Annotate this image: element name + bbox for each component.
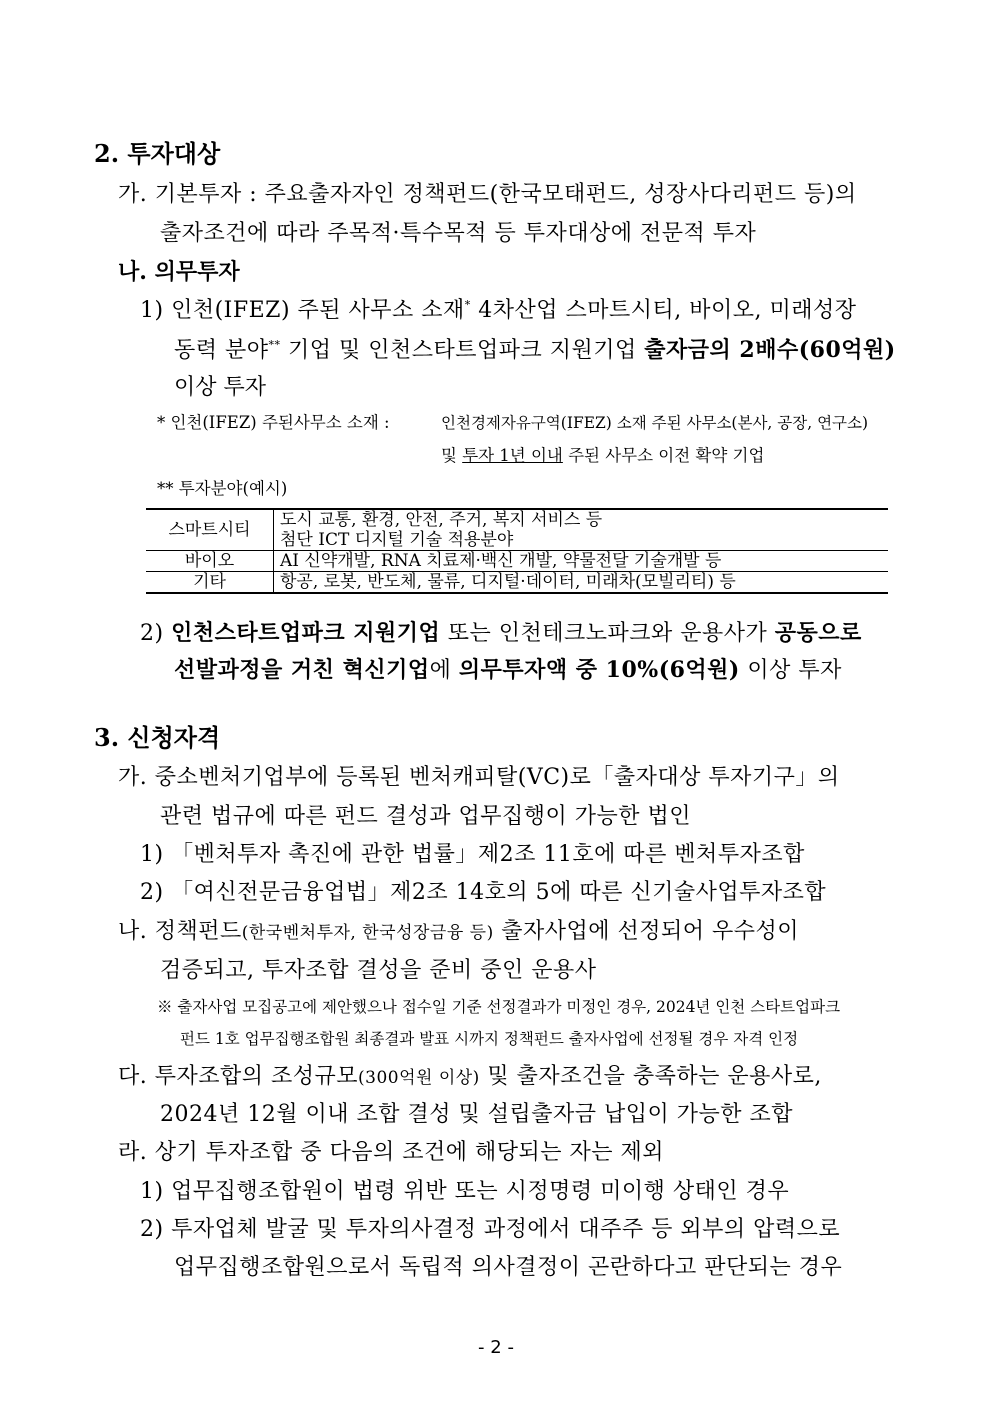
cell-line: 첨단 ICT 디지털 기술 적용분야 xyxy=(280,530,514,550)
table-cell-value: 항공, 로봇, 반도체, 물류, 디지털·데이터, 미래차(모빌리티) 등 xyxy=(274,572,889,594)
table-cell-value: AI 신약개발, RNA 치료제·백신 개발, 약물전달 기술개발 등 xyxy=(274,551,889,572)
note-line: 인천경제자유구역(IFEZ) 소재 주된 사무소(본사, 공장, 연구소) xyxy=(441,414,869,432)
paragraph-line: 출자조건에 따라 주목적·특수목적 등 투자대상에 전문적 투자 xyxy=(160,221,757,246)
text-span: 1) 인천(IFEZ) 주된 사무소 소재 xyxy=(140,298,465,323)
paragraph-line xyxy=(140,296,857,326)
text-span: 및 xyxy=(441,446,463,465)
paragraph-line xyxy=(174,335,896,366)
table-row xyxy=(146,572,888,594)
footnote-mark: ** xyxy=(268,338,281,352)
text-span: 출자사업에 선정되어 우수성이 xyxy=(493,919,799,944)
section-heading: 3. 신청자격 xyxy=(94,723,221,752)
table-row xyxy=(146,509,888,551)
paragraph-line: 가. 중소벤처기업부에 등록된 벤처캐피탈(VC)로「출자대상 투자기구」의 xyxy=(118,765,840,790)
paragraph-line: 1) 「벤처투자 촉진에 관한 법률」제2조 11호에 따른 벤처투자조합 xyxy=(140,842,805,867)
text-span: 다. 투자조합의 조성규모 xyxy=(118,1064,359,1089)
text-span: 주된 사무소 이전 확약 기업 xyxy=(562,446,765,465)
text-span: 나. 정책펀드 xyxy=(118,919,242,944)
note-line xyxy=(441,444,764,468)
table-cell-key: 스마트시티 xyxy=(146,509,274,551)
underlined-span: 투자 1년 이내 xyxy=(462,446,563,465)
paragraph-line: 라. 상기 투자조합 중 다음의 조건에 해당되는 자는 제외 xyxy=(118,1140,664,1165)
paragraph-line: 검증되고, 투자조합 결성을 준비 중인 운용사 xyxy=(160,958,597,983)
footnote-mark: * xyxy=(464,298,471,312)
paragraph-line: 가. 기본투자 : 주요출자자인 정책펀드(한국모태펀드, 성장사다리펀드 등)의 xyxy=(118,182,857,207)
text-span: 또는 인천테크노파크와 운용사가 xyxy=(440,621,775,646)
paragraph-line: 2024년 12월 이내 조합 결성 및 설립출자금 납입이 가능한 조합 xyxy=(160,1102,793,1127)
subsection-heading: 나. 의무투자 xyxy=(118,259,240,285)
section-heading: 2. 투자대상 xyxy=(94,139,221,168)
text-span: 에 xyxy=(429,658,459,683)
paragraph-line: 업무집행조합원으로서 독립적 의사결정이 곤란하다고 판단되는 경우 xyxy=(174,1255,843,1280)
paragraph-line: 이상 투자 xyxy=(174,375,267,400)
note-line: ※ 출자사업 모집공고에 제안했으나 접수일 기준 선정결과가 미정인 경우, 2024년 인천 스타트업파크 xyxy=(157,998,841,1016)
bold-span: 의무투자액 중 10%(6억원) xyxy=(458,657,740,683)
page-number: - 2 - xyxy=(478,1337,514,1358)
text-span: 동력 분야 xyxy=(174,338,269,363)
table-cell-key: 바이오 xyxy=(146,551,274,572)
note-line: 펀드 1호 업무집행조합원 최종결과 발표 시까지 정책펀드 출자사업에 선정될 경우 자격 인정 xyxy=(180,1030,799,1048)
text-span: 기업 및 인천스타트업파크 지원기업 xyxy=(280,338,645,363)
paragraph-line: 2) 「여신전문금융업법」제2조 14호의 5에 따른 신기술사업투자조합 xyxy=(140,880,827,905)
note-label: * 인천(IFEZ) 주된사무소 소재 : xyxy=(157,413,390,432)
text-span: 이상 투자 xyxy=(739,658,842,683)
bold-span: 출자금의 2배수(60억원) xyxy=(644,337,896,363)
paragraph-line xyxy=(118,1062,822,1093)
small-span: (한국벤처투자, 한국성장금융 등) xyxy=(241,923,494,943)
text-span: 2) xyxy=(140,621,172,646)
table-cell-key: 기타 xyxy=(146,572,274,594)
paragraph-line xyxy=(118,917,799,948)
paragraph-line: 1) 업무집행조합원이 법령 위반 또는 시정명령 미이행 상태인 경우 xyxy=(140,1179,790,1204)
paragraph-line: 2) 투자업체 발굴 및 투자의사결정 과정에서 대주주 등 외부의 압력으로 xyxy=(140,1217,841,1242)
bold-span: 공동으로 xyxy=(774,620,862,646)
cell-line: 도시 교통, 환경, 안전, 주거, 복지 서비스 등 xyxy=(280,510,603,530)
note-line xyxy=(157,411,390,435)
bold-span: 인천스타트업파크 지원기업 xyxy=(171,620,441,646)
table-row xyxy=(146,551,888,572)
text-span: 및 출자조건을 충족하는 운용사로, xyxy=(479,1064,822,1089)
small-span: (300억원 이상) xyxy=(358,1068,480,1088)
text-span: 4차산업 스마트시티, 바이오, 미래성장 xyxy=(470,298,857,323)
bold-span: 선발과정을 거친 혁신기업 xyxy=(174,657,430,683)
note-line: ** 투자분야(예시) xyxy=(157,479,288,498)
investment-field-table xyxy=(146,508,888,594)
paragraph-line xyxy=(140,618,862,649)
paragraph-line xyxy=(174,655,842,686)
paragraph-line: 관련 법규에 따른 펀드 결성과 업무집행이 가능한 법인 xyxy=(160,804,691,829)
table-cell-value xyxy=(274,509,889,551)
